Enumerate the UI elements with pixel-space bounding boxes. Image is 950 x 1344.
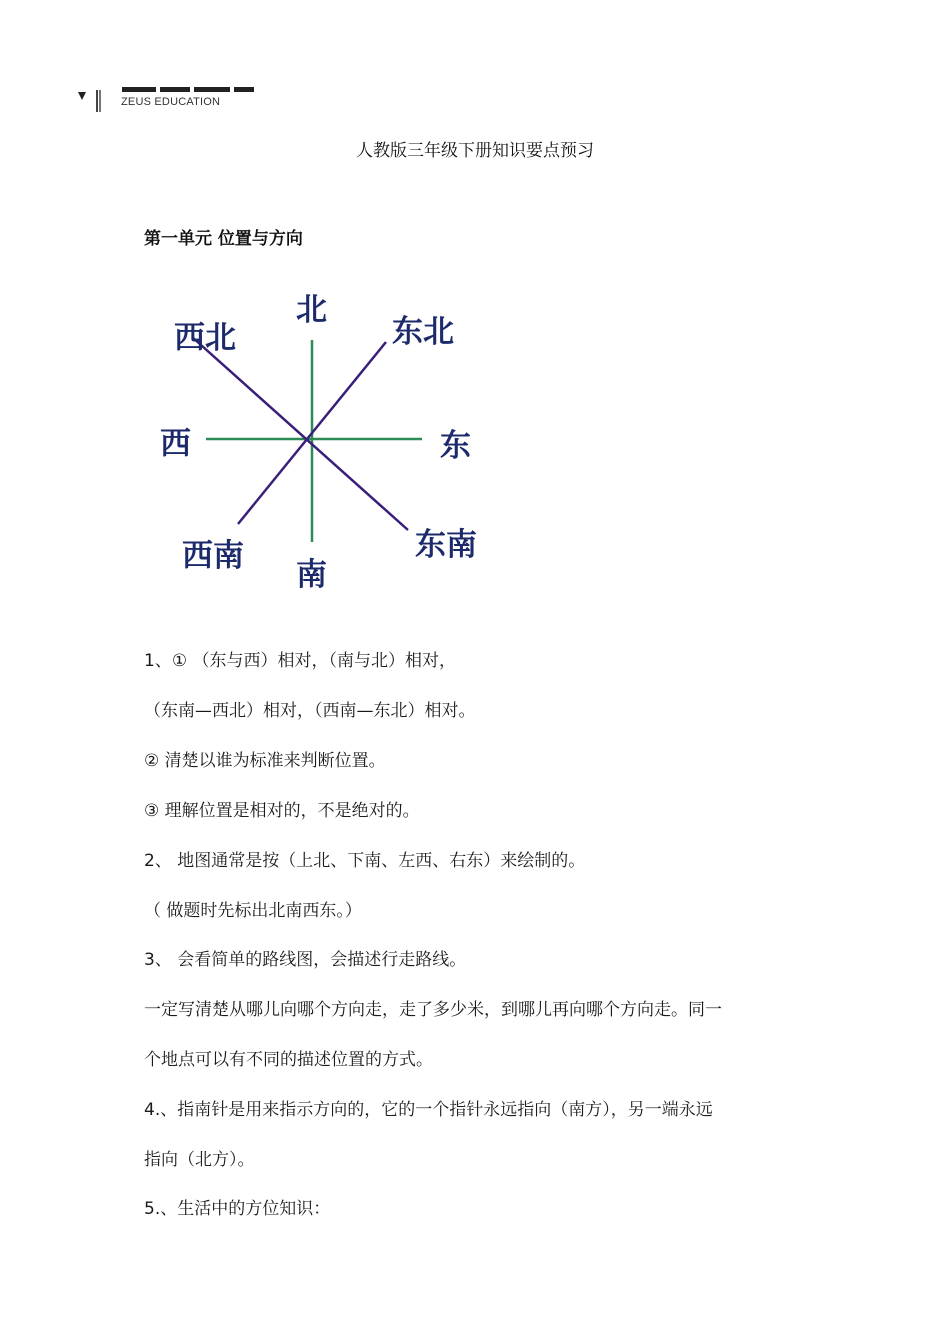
text-line-10: 4.、指南针是用来指示方向的，它的一个指针永远指向（南方），另一端永远: [144, 1100, 713, 1120]
label-northeast: 东北: [392, 314, 454, 350]
label-southwest: 西南: [182, 538, 244, 574]
text-line-7: 3、 会看简单的路线图，会描述行走路线。: [144, 950, 467, 970]
northwest-southeast-line: [192, 337, 408, 530]
label-southeast: 东南: [415, 527, 477, 563]
text-line-3: ② 清楚以谁为标准来判断位置。: [144, 751, 386, 771]
text-line-11: 指向（北方）。: [144, 1150, 255, 1170]
page-title: 人教版三年级下册知识要点预习: [356, 141, 594, 161]
text-line-2: （东南—西北）相对，（西南—东北）相对。: [144, 701, 476, 721]
logo-mark-icon: [78, 88, 104, 114]
label-north: 北: [296, 292, 327, 328]
text-line-8: 一定写清楚从哪儿向哪个方向走，走了多少米，到哪儿再向哪个方向走。同一: [144, 1000, 722, 1020]
logo: [78, 82, 278, 116]
logo-wordmark-cropped: [122, 82, 272, 92]
label-west: 西: [160, 426, 191, 462]
logo-text: ZEUS EDUCATION: [121, 96, 221, 108]
unit-heading: 第一单元 位置与方向: [144, 229, 303, 249]
compass-diagram: [150, 280, 510, 600]
text-line-9: 个地点可以有不同的描述位置的方式。: [144, 1050, 433, 1070]
compass-svg: [150, 280, 510, 600]
text-line-5: 2、 地图通常是按（上北、下南、左西、右东）来绘制的。: [144, 851, 586, 871]
label-south: 南: [296, 557, 327, 593]
text-line-1: 1、① （东与西）相对，（南与北）相对，: [144, 651, 456, 671]
text-line-4: ③ 理解位置是相对的，不是绝对的。: [144, 801, 420, 821]
text-line-12: 5.、生活中的方位知识：: [144, 1199, 331, 1219]
text-line-6: （ 做题时先标出北南西东。）: [144, 901, 362, 921]
label-east: 东: [440, 428, 471, 464]
label-northwest: 西北: [174, 320, 236, 356]
